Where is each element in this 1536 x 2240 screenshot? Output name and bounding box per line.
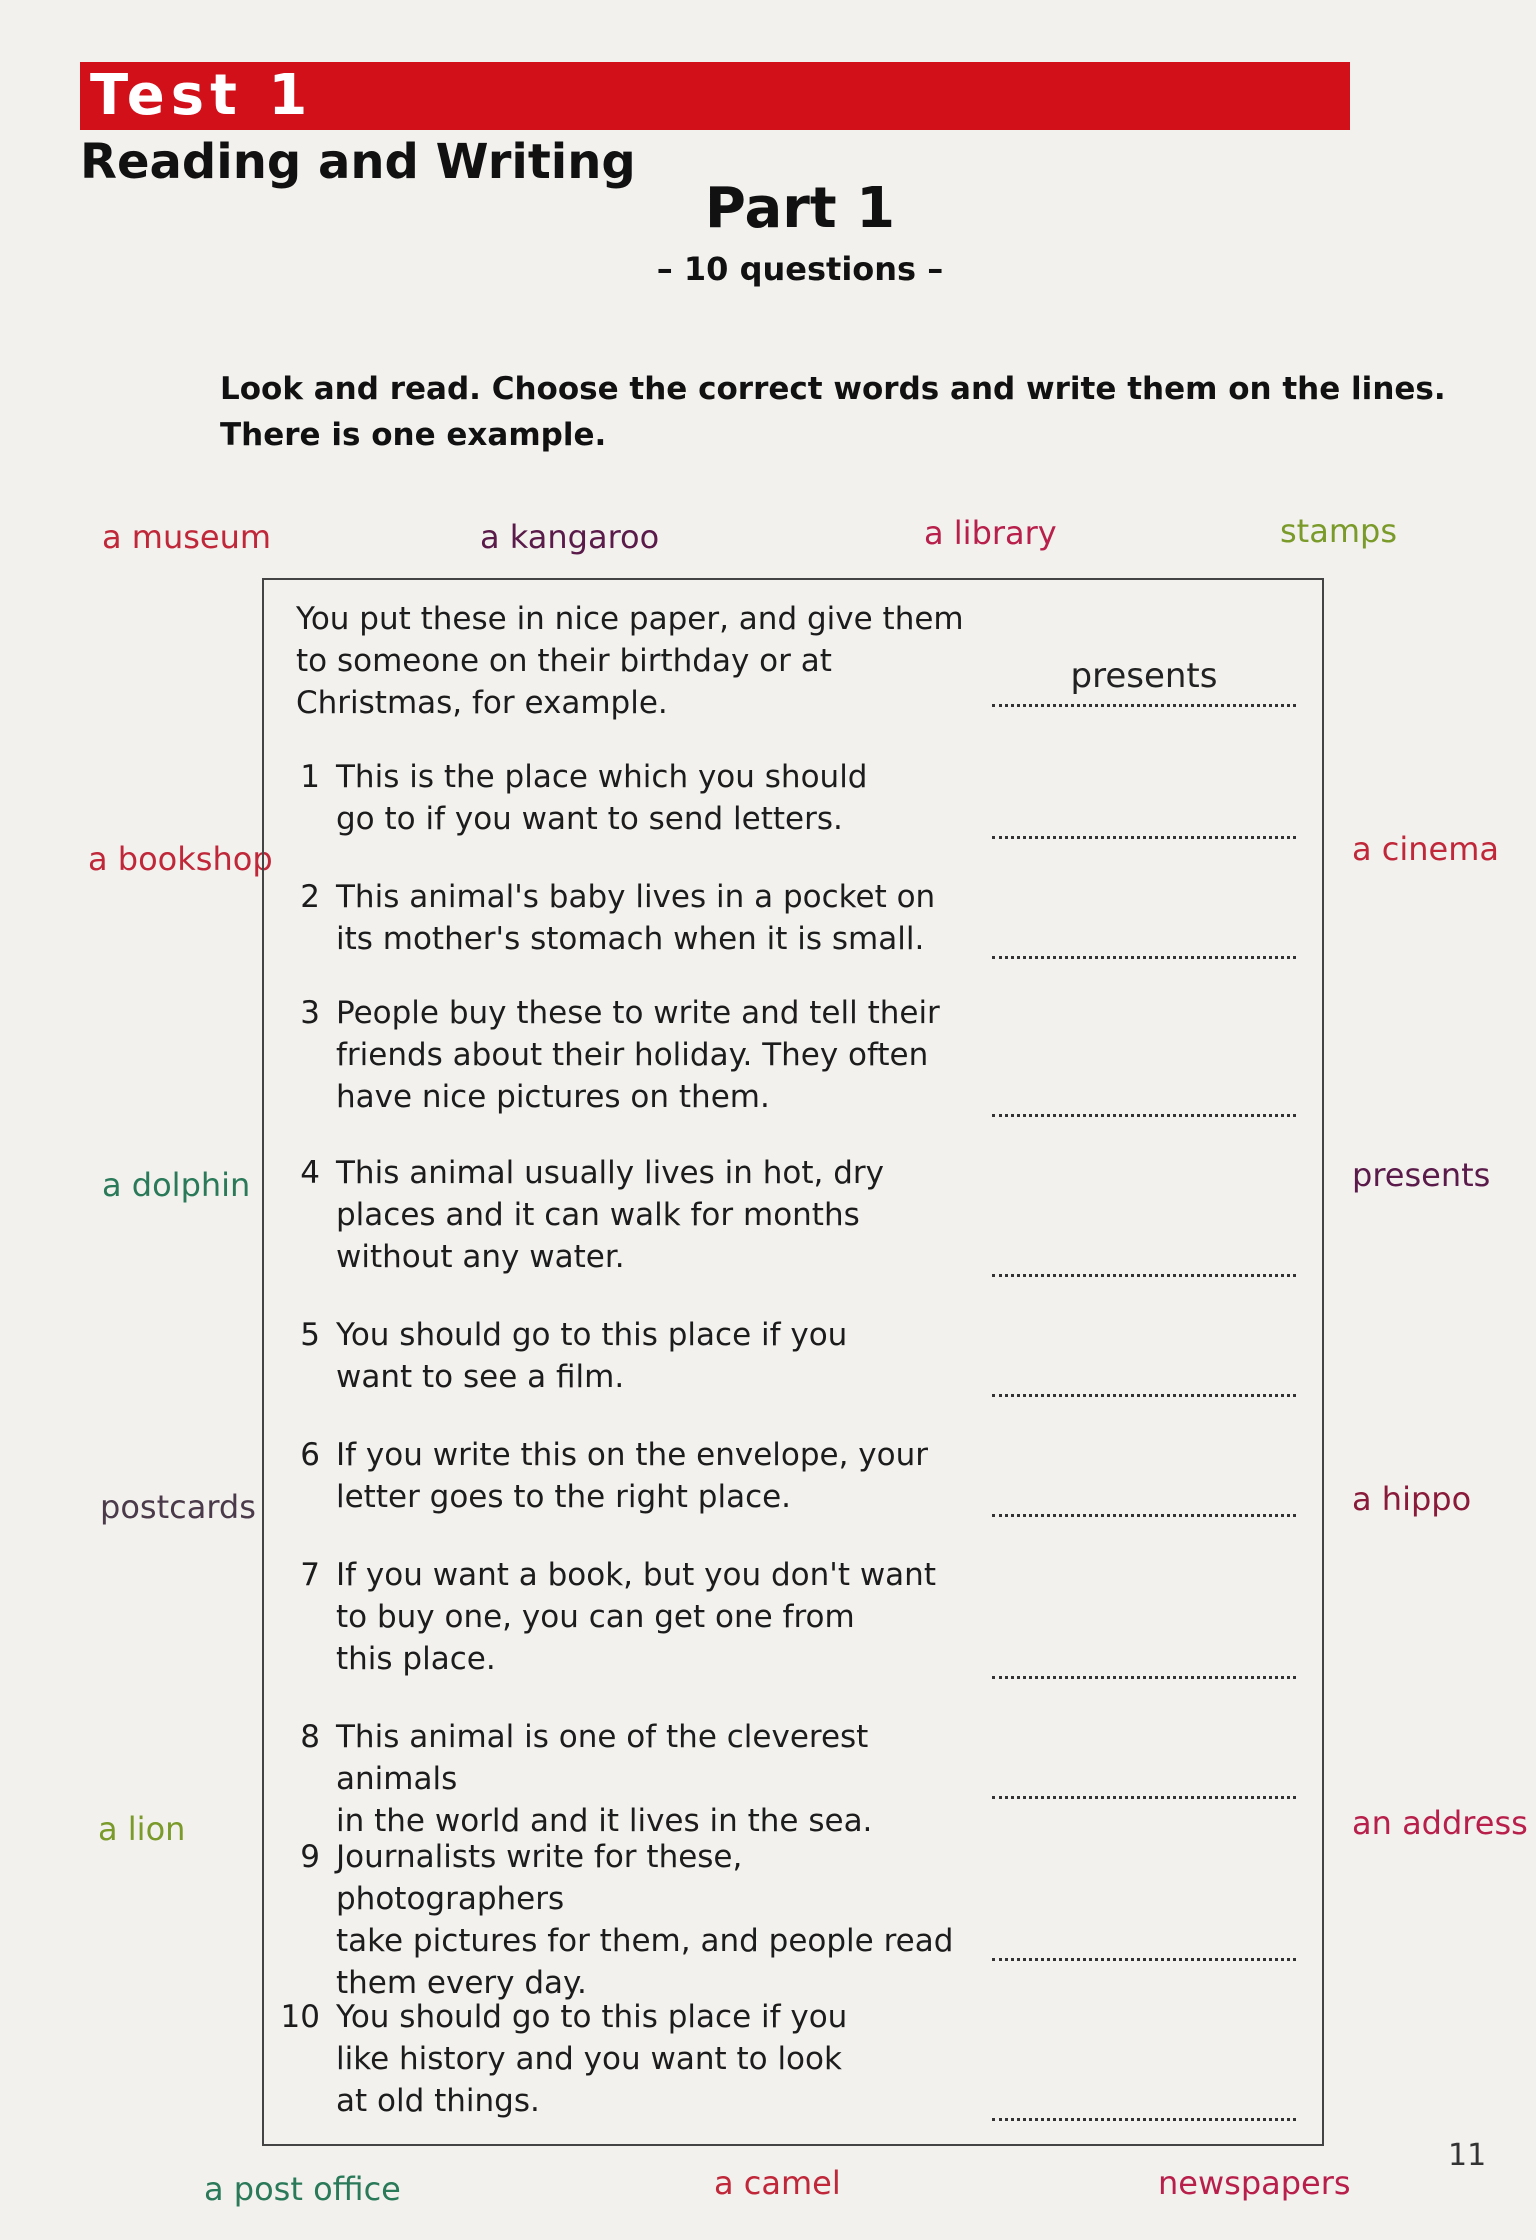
questions-box [262, 578, 1324, 2146]
question-line: this place. [336, 1641, 496, 1677]
question-number: 9 [300, 1839, 320, 1875]
word-option: newspapers [1158, 2164, 1351, 2202]
question-text [336, 1716, 956, 1842]
test-header-bar [80, 62, 1350, 130]
question-line: letter goes to the right place. [336, 1479, 792, 1515]
answer-line[interactable] [992, 1796, 1296, 1799]
question-number: 6 [300, 1437, 320, 1473]
question-line: like history and you want to look [336, 2041, 842, 2077]
instruction-line: There is one example. [220, 417, 607, 453]
word-option: presents [1352, 1156, 1491, 1194]
word-option: a library [924, 514, 1057, 552]
word-option: a cinema [1352, 830, 1500, 868]
question-number: 2 [300, 879, 320, 915]
word-option: a post office [204, 2170, 401, 2208]
word-option: postcards [100, 1488, 256, 1526]
example-line: You put these in nice paper, and give them [296, 601, 964, 637]
question-line: This animal usually lives in hot, dry [336, 1155, 884, 1191]
question-text [336, 1434, 956, 1518]
word-option: a dolphin [102, 1166, 251, 1204]
part-subtitle: – 10 questions – [656, 250, 944, 288]
example-question [296, 598, 976, 724]
question-line: If you want a book, but you don't want [336, 1557, 936, 1593]
question-line: to buy one, you can get one from [336, 1599, 855, 1635]
word-option: a lion [98, 1810, 186, 1848]
question-line: People buy these to write and tell their [336, 995, 940, 1031]
answer-line[interactable] [992, 956, 1296, 959]
answer-line[interactable] [992, 2118, 1296, 2121]
question-line: take pictures for them, and people read [336, 1923, 954, 1959]
part-title: Part 1 [704, 176, 896, 241]
question-line: This animal is one of the cleverest animals [336, 1719, 869, 1797]
word-option: an address [1352, 1804, 1528, 1842]
question-number: 3 [300, 995, 320, 1031]
question-text [336, 1554, 956, 1680]
question-line: at old things. [336, 2083, 540, 2119]
question-text [336, 756, 956, 840]
question-line: friends about their holiday. They often [336, 1037, 929, 1073]
question-line: have nice pictures on them. [336, 1079, 770, 1115]
answer-line[interactable] [992, 1514, 1296, 1517]
question-text [336, 1314, 956, 1398]
example-answer-line [992, 704, 1296, 707]
question-line: in the world and it lives in the sea. [336, 1803, 873, 1839]
word-option: a bookshop [88, 840, 273, 878]
example-line: Christmas, for example. [296, 685, 668, 721]
question-line: them every day. [336, 1965, 587, 2001]
question-line: You should go to this place if you [336, 1999, 848, 2035]
word-option: a kangaroo [480, 518, 660, 556]
question-text [336, 1996, 956, 2122]
question-number: 4 [300, 1155, 320, 1191]
answer-line[interactable] [992, 1394, 1296, 1397]
question-number: 10 [280, 1999, 320, 2035]
page-number: 11 [1448, 2138, 1487, 2173]
question-text [336, 1836, 956, 2004]
question-line: If you write this on the envelope, your [336, 1437, 929, 1473]
question-number: 1 [300, 759, 320, 795]
question-line: You should go to this place if you [336, 1317, 848, 1353]
test-label: Test 1 [90, 63, 314, 128]
question-line: its mother's stomach when it is small. [336, 921, 925, 957]
instructions [220, 366, 1446, 458]
question-text [336, 876, 956, 960]
answer-line[interactable] [992, 836, 1296, 839]
question-line: without any water. [336, 1239, 625, 1275]
word-option: a museum [102, 518, 272, 556]
question-line: This is the place which you should [336, 759, 868, 795]
word-option: a hippo [1352, 1480, 1472, 1518]
answer-line[interactable] [992, 1958, 1296, 1961]
section-title: Reading and Writing [80, 134, 636, 190]
question-number: 7 [300, 1557, 320, 1593]
example-line: to someone on their birthday or at [296, 643, 832, 679]
question-line: places and it can walk for months [336, 1197, 860, 1233]
question-line: This animal's baby lives in a pocket on [336, 879, 936, 915]
question-line: go to if you want to send letters. [336, 801, 843, 837]
question-text [336, 992, 956, 1118]
answer-line[interactable] [992, 1274, 1296, 1277]
question-line: Journalists write for these, photographers [336, 1839, 743, 1917]
example-answer: presents [1070, 656, 1218, 696]
question-number: 5 [300, 1317, 320, 1353]
question-line: want to see a film. [336, 1359, 625, 1395]
answer-line[interactable] [992, 1676, 1296, 1679]
instruction-line: Look and read. Choose the correct words and write them on the lines. [220, 371, 1446, 407]
word-option: a camel [714, 2164, 841, 2202]
question-text [336, 1152, 956, 1278]
answer-line[interactable] [992, 1114, 1296, 1117]
word-option: stamps [1280, 512, 1397, 550]
question-number: 8 [300, 1719, 320, 1755]
